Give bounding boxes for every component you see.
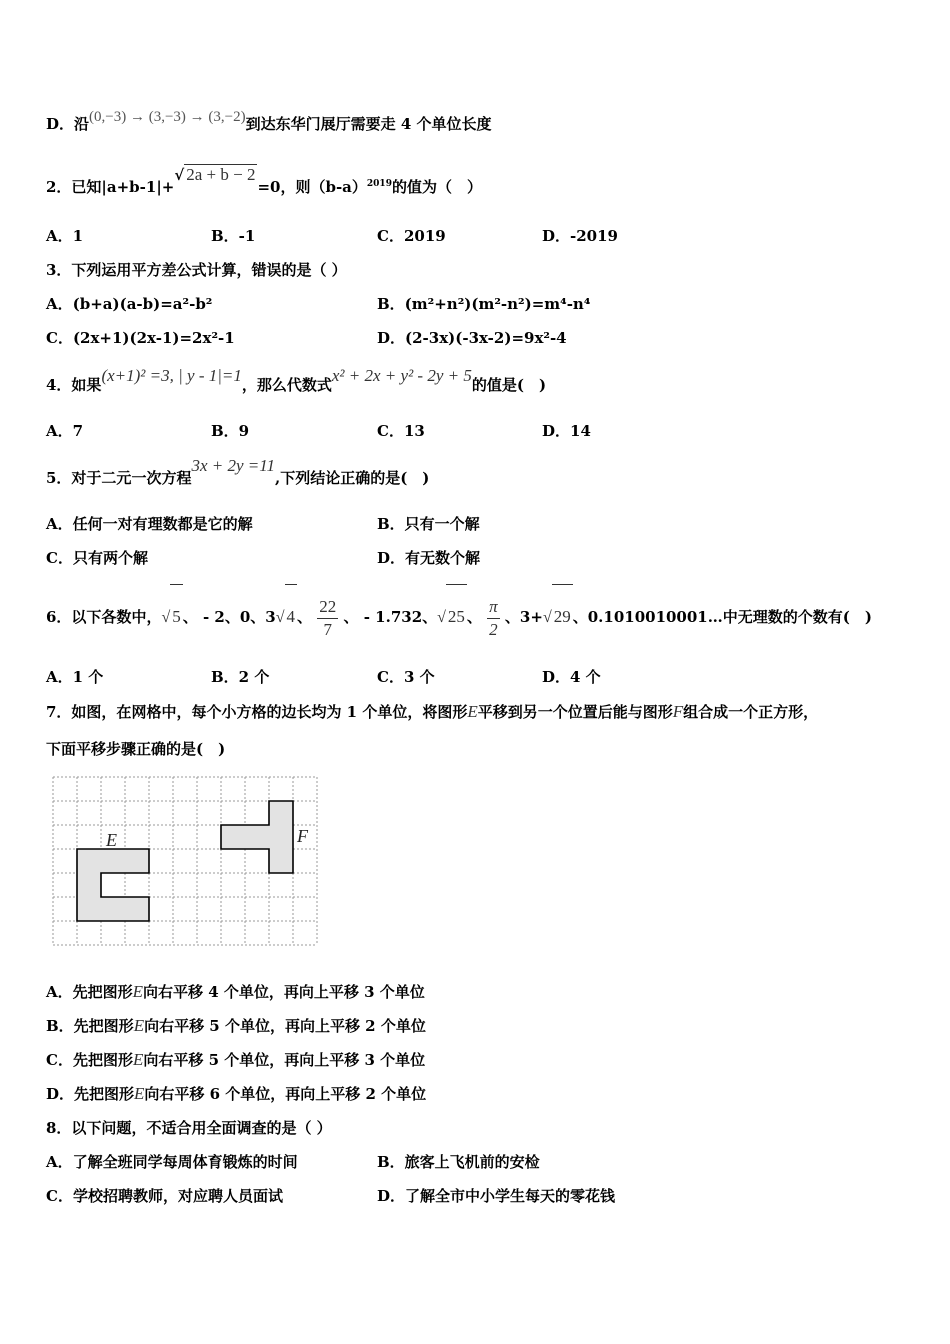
q5-option-c: C．只有两个解 xyxy=(46,549,148,567)
q4-stem: 4．如果(x+1)² =3, | y - 1|=1，那么代数式x² + 2x + y² - 2y + 5的值是( ) xyxy=(46,366,547,394)
q4-option-b: B．9 xyxy=(211,422,250,440)
q5-stem: 5．对于二元一次方程3x + 2y =11,下列结论正确的是( ) xyxy=(46,456,430,487)
q5-option-a: A．任何一对有理数都是它的解 xyxy=(46,515,253,533)
q7-option-b: B．先把图形E向右平移 5 个单位，再向上平移 2 个单位 xyxy=(46,1016,426,1035)
q4-option-c: C．13 xyxy=(377,422,425,440)
q3-option-d: D．(2-3x)(-3x-2)=9x²-4 xyxy=(377,329,567,347)
label-f: F xyxy=(297,826,308,846)
q7-option-a: A．先把图形E向右平移 4 个单位，再向上平移 3 个单位 xyxy=(46,982,425,1001)
q8-option-c: C．学校招聘教师，对应聘人员面试 xyxy=(46,1187,283,1205)
shape-e xyxy=(77,849,149,921)
q2-option-c: C．2019 xyxy=(377,227,446,245)
q3-option-a: A．(b+a)(a-b)=a²-b² xyxy=(46,295,213,313)
q8-option-b: B．旅客上飞机前的安检 xyxy=(377,1153,540,1171)
q4-option-d: D．14 xyxy=(542,422,591,440)
q6-option-b: B．2 个 xyxy=(211,668,270,686)
q2-option-a: A．1 xyxy=(46,227,84,245)
q2-option-b: B．-1 xyxy=(211,227,256,245)
q7-stem-line2: 下面平移步骤正确的是( ) xyxy=(46,740,226,758)
shape-f xyxy=(221,801,293,873)
q2-stem: 2．已知|a+b-1|+√ 2a + b − 2=0，则$(b-a)^{2019}$的值为（ ） xyxy=(46,165,482,196)
q3-stem: 3．下列运用平方差公式计算，错误的是（ ） xyxy=(46,261,347,279)
q3-option-b: B．(m²+n²)(m²-n²)=m⁴-n⁴ xyxy=(377,295,591,313)
label-e: E xyxy=(106,830,117,850)
q7-stem-line1: 7．如图，在网格中，每个小方格的边长均为 1 个单位，将图形E平移到另一个位置后能与图形F组合成一个正方形， xyxy=(46,702,819,721)
q3-option-c: C．(2x+1)(2x-1)=2x²-1 xyxy=(46,329,235,347)
q2-option-d: D．-2019 xyxy=(542,227,618,245)
q5-option-b: B．只有一个解 xyxy=(377,515,480,533)
q1-option-d: D．沿(0,−3) → (3,−3) → (3,−2)到达东华门展厅需要走 4 个单位长度 xyxy=(46,109,492,133)
q5-option-d: D．有无数个解 xyxy=(377,549,481,567)
q7-option-c: C．先把图形E向右平移 5 个单位，再向上平移 3 个单位 xyxy=(46,1050,426,1069)
q8-option-d: D．了解全市中小学生每天的零花钱 xyxy=(377,1187,616,1205)
q6-option-a: A．1 个 xyxy=(46,668,104,686)
q7-option-d: D．先把图形E向右平移 6 个单位，再向上平移 2 个单位 xyxy=(46,1084,427,1103)
q7-grid-figure xyxy=(52,776,322,948)
q6-option-d: D．4 个 xyxy=(542,668,601,686)
q6-option-c: C．3 个 xyxy=(377,668,435,686)
q8-option-a: A．了解全班同学每周体育锻炼的时间 xyxy=(46,1153,298,1171)
q4-option-a: A．7 xyxy=(46,422,84,440)
q8-stem: 8．以下问题，不适合用全面调查的是（ ） xyxy=(46,1119,332,1137)
q6-stem: 6．以下各数中，√ 5 、 - 2、0、3√ 4 、 $\frac{22}{7}$ 、 - 1.732、√ 25 、 $\frac{\pi}{2}$ 、3+√ 29 、0.1010010001…中无理数的个数有( ) xyxy=(46,584,872,648)
